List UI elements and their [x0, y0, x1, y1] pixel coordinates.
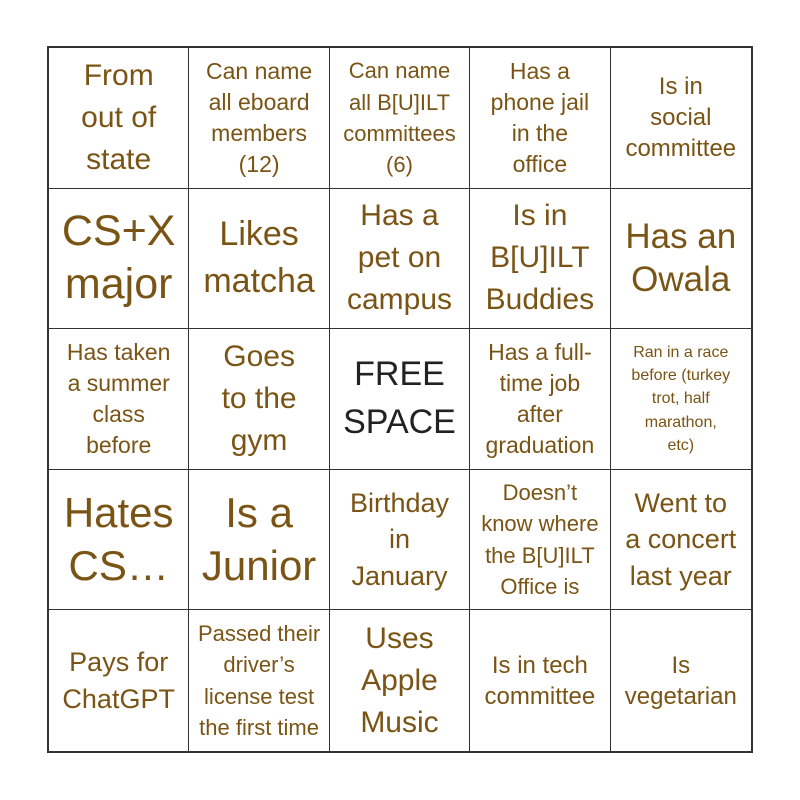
bingo-cell-likes-matcha[interactable]	[189, 189, 329, 330]
cell-label: From out of state	[81, 58, 157, 176]
bingo-cell-owala[interactable]	[611, 189, 751, 330]
bingo-cell-free-space[interactable]	[330, 329, 470, 470]
cell-label: CS+X major	[61, 206, 176, 309]
cell-label: Has an Owala	[625, 216, 737, 300]
cell-label: Likes matcha	[203, 214, 315, 301]
cell-label: Goes to the gym	[221, 339, 297, 457]
bingo-cell-birthday-january[interactable]	[330, 470, 470, 611]
bingo-cell-full-time-job[interactable]	[470, 329, 610, 470]
cell-label: Went to a concert last year	[625, 487, 737, 591]
cell-label: Has a full- time job after graduation	[485, 338, 595, 459]
cell-label: Is a Junior	[201, 489, 317, 589]
cell-label: FREE SPACE	[343, 355, 456, 441]
cell-label: Is in B[U]ILT Buddies	[485, 199, 595, 317]
bingo-cell-vegetarian[interactable]	[611, 610, 751, 751]
bingo-cell-hates-cs[interactable]	[49, 470, 189, 611]
cell-label: Has a phone jail in the office	[490, 57, 590, 177]
cell-label: Is in social committee	[625, 73, 737, 163]
bingo-cell-chatgpt[interactable]	[49, 610, 189, 751]
bingo-cell-concert[interactable]	[611, 470, 751, 611]
bingo-cell-social-committee[interactable]	[611, 48, 751, 189]
bingo-cell-name-eboard[interactable]	[189, 48, 329, 189]
cell-label: Pays for ChatGPT	[62, 647, 175, 714]
cell-label: Doesn’t know where the B[U]ILT Office is	[481, 480, 599, 599]
bingo-cell-built-buddies[interactable]	[470, 189, 610, 330]
cell-label: Passed their driver’s license test the first time	[197, 621, 321, 740]
bingo-cell-junior[interactable]	[189, 470, 329, 611]
cell-label: Uses Apple Music	[360, 621, 439, 739]
bingo-cell-summer-class[interactable]	[49, 329, 189, 470]
cell-label: Can name all B[U]ILT committees (6)	[343, 58, 456, 178]
cell-label: Birthday in January	[349, 487, 450, 591]
bingo-cell-csx-major[interactable]	[49, 189, 189, 330]
bingo-board	[47, 46, 753, 753]
bingo-cell-tech-committee[interactable]	[470, 610, 610, 751]
cell-label: Can name all eboard members (12)	[206, 57, 313, 177]
bingo-cell-ran-race[interactable]	[611, 329, 751, 470]
bingo-cell-drivers-license[interactable]	[189, 610, 329, 751]
bingo-cell-gym[interactable]	[189, 329, 329, 470]
cell-label: Hates CS…	[63, 489, 174, 589]
cell-label: Is in tech committee	[484, 651, 596, 710]
bingo-cell-pet-on-campus[interactable]	[330, 189, 470, 330]
bingo-cell-office-location[interactable]	[470, 470, 610, 611]
cell-label: Has a pet on campus	[346, 199, 453, 317]
bingo-cell-apple-music[interactable]	[330, 610, 470, 751]
bingo-cell-name-committees[interactable]	[330, 48, 470, 189]
cell-label: Has taken a summer class before	[66, 338, 171, 459]
bingo-cell-from-out-of-state[interactable]	[49, 48, 189, 189]
bingo-cell-phone-jail[interactable]	[470, 48, 610, 189]
cell-label: Is vegetarian	[624, 651, 737, 710]
cell-label: Ran in a race before (turkey trot, half marathon, etc)	[631, 344, 731, 454]
